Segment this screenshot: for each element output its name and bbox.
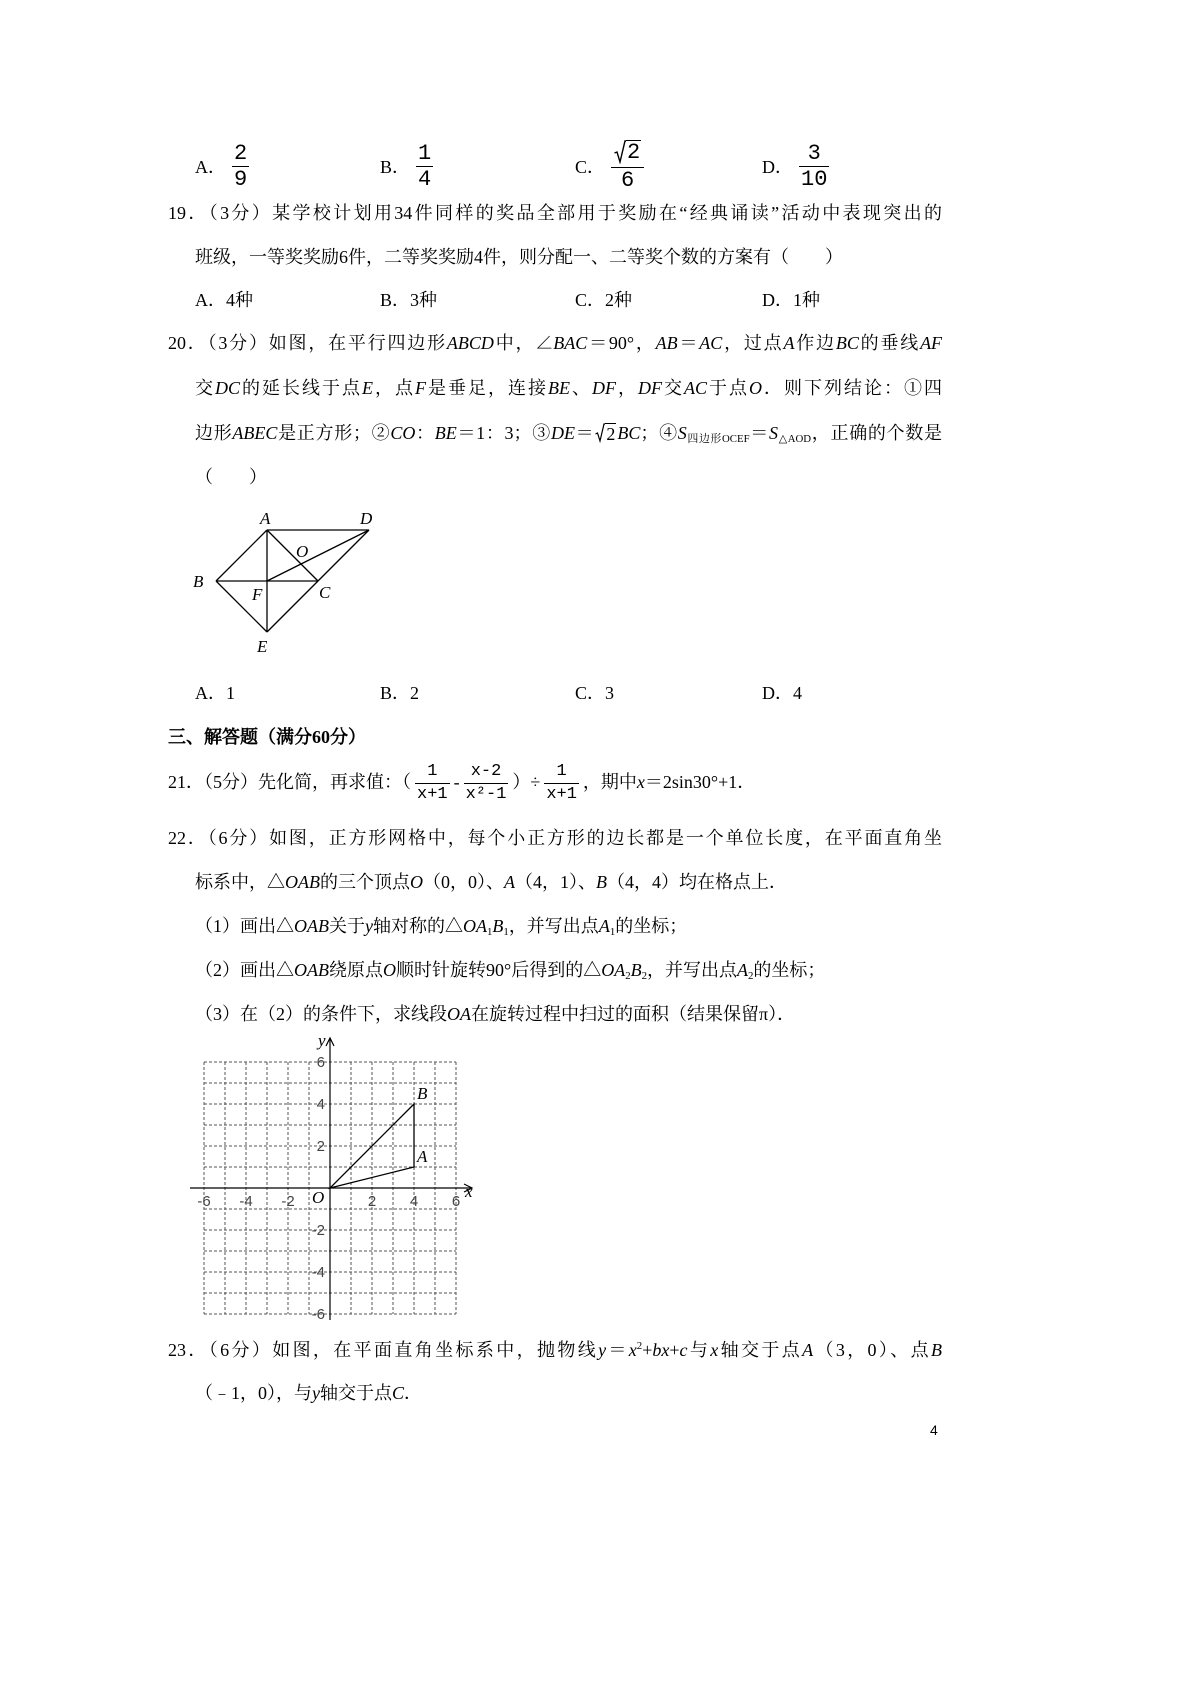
math-variable: S [769, 423, 778, 443]
math-variable: F [415, 378, 427, 398]
text-run: ＝2sin30°+1． [644, 772, 756, 792]
math-variable: DF [638, 378, 663, 398]
vertex-label-a: A [417, 1147, 428, 1166]
text-run: 轴交于点 [718, 1340, 803, 1360]
subscript: 2 [748, 970, 754, 983]
text-run: （0，0）、 [423, 872, 504, 892]
text-run: 绕原点 [329, 960, 383, 980]
math-variable: E [362, 378, 374, 398]
q22-line-2 [195, 869, 787, 895]
y-tick-label: 6 [316, 1054, 325, 1071]
x-tick-label: 4 [409, 1193, 419, 1210]
q19-option-b: B．3种 [380, 290, 438, 310]
y-tick-label: -6 [311, 1306, 325, 1323]
fraction [544, 762, 579, 805]
text-run: ．则下列结论：①四 [762, 378, 943, 398]
text-run: 交 [662, 378, 685, 398]
text-run: ＝1：3；③ [456, 423, 551, 443]
text-run: 作边 [794, 333, 836, 353]
math-variable: ABCD [446, 333, 494, 353]
math-variable: x [636, 772, 645, 792]
math-variable: OA [601, 960, 626, 980]
math-variable: AB [655, 333, 678, 353]
math-variable: A [783, 333, 795, 353]
text-run: 轴对称的△ [373, 916, 463, 936]
math-variable: O [383, 960, 396, 980]
segment-ac [267, 530, 318, 581]
math-variable: A [802, 1340, 814, 1360]
fraction-numerator [611, 140, 644, 166]
text-run: （4，4）均在格点上． [607, 872, 787, 892]
option-label: A． [195, 157, 226, 177]
text-run: 关于 [329, 916, 365, 936]
math-variable: CO [390, 423, 416, 443]
math-variable: y [312, 1383, 320, 1403]
math-variable: DF [592, 378, 617, 398]
math-variable: BC [617, 423, 641, 443]
fraction [611, 140, 644, 192]
q20-option-d: D．4 [762, 683, 802, 703]
text-run: （1）画出△ [195, 916, 294, 936]
text-run: ，正确的个数是 [811, 423, 943, 443]
q20-line-1 [168, 330, 942, 356]
subscript: 2 [641, 970, 648, 983]
math-variable: C [392, 1383, 405, 1403]
text-run: （ ） [195, 467, 267, 487]
x-tick-label: 2 [367, 1193, 377, 1210]
superscript: 2 [636, 1339, 643, 1352]
option-label: D． [762, 157, 793, 177]
text-run: + [642, 1340, 653, 1360]
math-variable: B [931, 1340, 943, 1360]
q22-subquestion-1 [195, 913, 687, 939]
text-run: 23．（6分）如图，在平面直角坐标系中，抛物线 [168, 1340, 599, 1360]
text-run: 21．（5分）先化简，再求值：（ [168, 772, 411, 792]
text-run: 的三个顶点 [320, 872, 410, 892]
text-run: 是正方形；② [277, 423, 391, 443]
q19-option-a: A．4种 [195, 290, 253, 310]
text-run: - [453, 772, 460, 792]
q22-line-1 [168, 825, 942, 851]
q20-option-c: C．3 [575, 683, 615, 703]
q23-line-2 [195, 1380, 422, 1406]
fraction-denominator: 4 [418, 166, 432, 192]
q22-subquestion-3 [195, 1001, 795, 1027]
fraction-denominator: x+1 [417, 785, 448, 805]
math-variable: O [410, 872, 423, 892]
radicand: 2 [627, 140, 641, 165]
y-tick-label: 2 [316, 1138, 325, 1155]
text-run: （3）在（2）的条件下，求线段 [195, 1004, 447, 1024]
radicand: 2 [606, 424, 616, 444]
math-variable: OA [447, 1004, 471, 1024]
q20-option-b: B．2 [380, 683, 420, 703]
text-run: ＝ [677, 333, 700, 353]
vertex-label-o: O [312, 1188, 325, 1207]
text-run: ＝ [606, 1340, 629, 1360]
vertex-label-b: B [417, 1084, 428, 1103]
text-run: 顺时针旋转90°后得到的△ [396, 960, 602, 980]
q18-option-b [380, 140, 433, 192]
point-label-d: D [360, 509, 373, 528]
math-variable: x [628, 1340, 637, 1360]
text-run: 、 [570, 378, 593, 398]
coordinate-grid-figure [180, 1030, 480, 1330]
q20-option-a: A．1 [195, 683, 235, 703]
text-run: ，点 [373, 378, 416, 398]
math-variable: BE [548, 378, 571, 398]
point-label-c: C [319, 583, 331, 602]
q23-line-1 [168, 1337, 942, 1363]
subscript: 1 [487, 926, 493, 939]
text-run: 的坐标； [753, 960, 826, 980]
text-run: （2）画出△ [195, 960, 294, 980]
math-variable: BC [835, 333, 859, 353]
q18-option-d [762, 140, 829, 192]
fraction [415, 762, 450, 805]
q20-line-2 [195, 375, 942, 401]
math-variable: AC [699, 333, 723, 353]
math-variable: bx [652, 1340, 670, 1360]
fraction [232, 142, 249, 191]
y-axis-label: y [318, 1031, 326, 1050]
fraction-numerator: 1 [418, 140, 432, 166]
x-axis-label: x [465, 1182, 473, 1201]
math-variable: AF [920, 333, 943, 353]
math-variable: OAB [285, 872, 320, 892]
square-root [595, 423, 616, 443]
fraction-denominator: x+1 [546, 785, 577, 805]
fraction-denominator: 10 [801, 166, 828, 192]
text-run: 班级，一等奖奖励6件，二等奖奖励4件，则分配一、二等奖个数的方案有（ ） [195, 247, 843, 267]
text-run: ＝ [749, 423, 769, 443]
math-variable: ABEC [232, 423, 278, 443]
math-variable: B [492, 916, 504, 936]
math-variable: OA [463, 916, 487, 936]
text-run: ，并写出点 [647, 960, 738, 980]
text-run: （3，0）、点 [813, 1340, 932, 1360]
point-label-f: F [252, 585, 263, 604]
q18-option-a [195, 140, 249, 192]
text-run: 19．（3分）某学校计划用34件同样的奖品全部用于奖励在“经典诵读”活动中表现突出的 [168, 203, 942, 223]
text-run: ： [415, 423, 435, 443]
point-label-e: E [257, 637, 268, 656]
math-variable: OAB [294, 916, 329, 936]
q19-line-2 [195, 244, 843, 270]
subscript: 1 [503, 926, 509, 939]
q19-line-1 [168, 200, 942, 226]
math-variable: OAB [294, 960, 329, 980]
y-tick-label: 4 [316, 1096, 325, 1113]
x-tick-label: 6 [451, 1193, 461, 1210]
math-variable: AC [684, 378, 708, 398]
fraction-numerator: 1 [427, 762, 438, 782]
text-run: + [669, 1340, 680, 1360]
fraction-denominator: x²-1 [465, 785, 507, 805]
text-run: 于点 [707, 378, 750, 398]
section-heading: 三、解答题（满分60分） [168, 727, 366, 747]
math-variable: S [677, 423, 687, 443]
q19-option-d: D．1种 [762, 290, 820, 310]
fraction-bar [415, 783, 450, 784]
subscript: △AOD [778, 433, 812, 446]
radical-sign-icon [614, 140, 626, 164]
math-variable: y [598, 1340, 607, 1360]
fraction [416, 142, 433, 191]
math-variable: BE [434, 423, 457, 443]
option-label: B． [380, 157, 411, 177]
math-variable: O [749, 378, 763, 398]
text-run: 的垂线 [858, 333, 921, 353]
y-tick-label: -2 [311, 1222, 325, 1239]
subscript: 1 [609, 926, 616, 939]
math-variable: A [737, 960, 749, 980]
math-variable: A [504, 872, 515, 892]
text-run: 与 [687, 1340, 711, 1360]
text-run: 中，∠ [493, 333, 554, 353]
text-run: （﹣1，0），与 [195, 1383, 312, 1403]
radical-sign-icon [595, 423, 605, 443]
text-run: 的延长线于点 [240, 378, 363, 398]
fraction-bar [544, 783, 579, 784]
math-variable: BAC [553, 333, 588, 353]
option-label: C． [575, 157, 606, 177]
text-run: 标系中，△ [195, 872, 285, 892]
text-run: ． [404, 1383, 423, 1403]
text-run: 边形 [195, 423, 233, 443]
text-run: ）÷ [512, 772, 541, 792]
text-run: 22．（6分）如图，正方形网格中，每个小正方形的边长都是一个单位长度，在平面直角坐 [168, 828, 942, 848]
text-run: 是垂足，连接 [426, 378, 549, 398]
q18-option-c [575, 140, 644, 192]
math-variable: A [598, 916, 610, 936]
figure-segments [216, 530, 369, 632]
point-label-a: A [260, 509, 271, 528]
segment-df [267, 530, 369, 581]
text-run: ，并写出点 [508, 916, 599, 936]
q20-line-3 [195, 420, 942, 446]
fraction-denominator: 6 [621, 168, 635, 193]
segment-ab [216, 530, 267, 581]
math-variable: y [365, 916, 373, 936]
point-label-o: O [296, 542, 309, 561]
fraction-numerator: 1 [556, 762, 567, 782]
text-run: ＝ [574, 423, 595, 443]
fraction-numerator: 2 [234, 140, 248, 166]
text-run: ， [616, 378, 639, 398]
text-run: 交 [195, 378, 215, 398]
text-run: ，过点 [722, 333, 784, 353]
page-number: 4 [930, 1422, 938, 1438]
text-run: 20．（3分）如图，在平行四边形 [168, 333, 447, 353]
fraction [799, 142, 829, 191]
math-variable: DE [550, 423, 575, 443]
math-variable: B [596, 872, 607, 892]
subscript: 2 [625, 970, 631, 983]
text-run: （4，1）、 [515, 872, 596, 892]
text-run: ＝90°， [587, 333, 656, 353]
text-run: 的坐标； [615, 916, 688, 936]
q20-line-4 [195, 464, 267, 490]
fraction [464, 762, 509, 805]
text-run: 在旋转过程中扫过的面积（结果保留π）． [471, 1004, 796, 1024]
fraction-bar [464, 783, 509, 784]
y-tick-label: -4 [311, 1264, 325, 1281]
q22-subquestion-2 [195, 957, 825, 983]
parallelogram-figure [185, 500, 385, 665]
math-variable: x [710, 1340, 719, 1360]
text-run: ；④ [640, 423, 678, 443]
fraction-numerator: 3 [807, 140, 821, 166]
q21-line [168, 757, 755, 807]
fraction-denominator: 9 [234, 166, 248, 192]
x-tick-label: -2 [281, 1193, 295, 1210]
point-label-b: B [193, 572, 204, 591]
square-root [614, 140, 641, 164]
fraction-numerator: x-2 [470, 762, 502, 782]
text-run: 轴交于点 [320, 1383, 392, 1403]
x-tick-label: -6 [197, 1193, 211, 1210]
math-variable: c [679, 1340, 688, 1360]
math-variable: B [630, 960, 642, 980]
x-tick-label: -4 [239, 1193, 253, 1210]
q19-option-c: C．2种 [575, 290, 633, 310]
text-run: ，期中 [582, 772, 637, 792]
subscript: 四边形OCEF [686, 433, 750, 446]
math-variable: DC [215, 378, 241, 398]
